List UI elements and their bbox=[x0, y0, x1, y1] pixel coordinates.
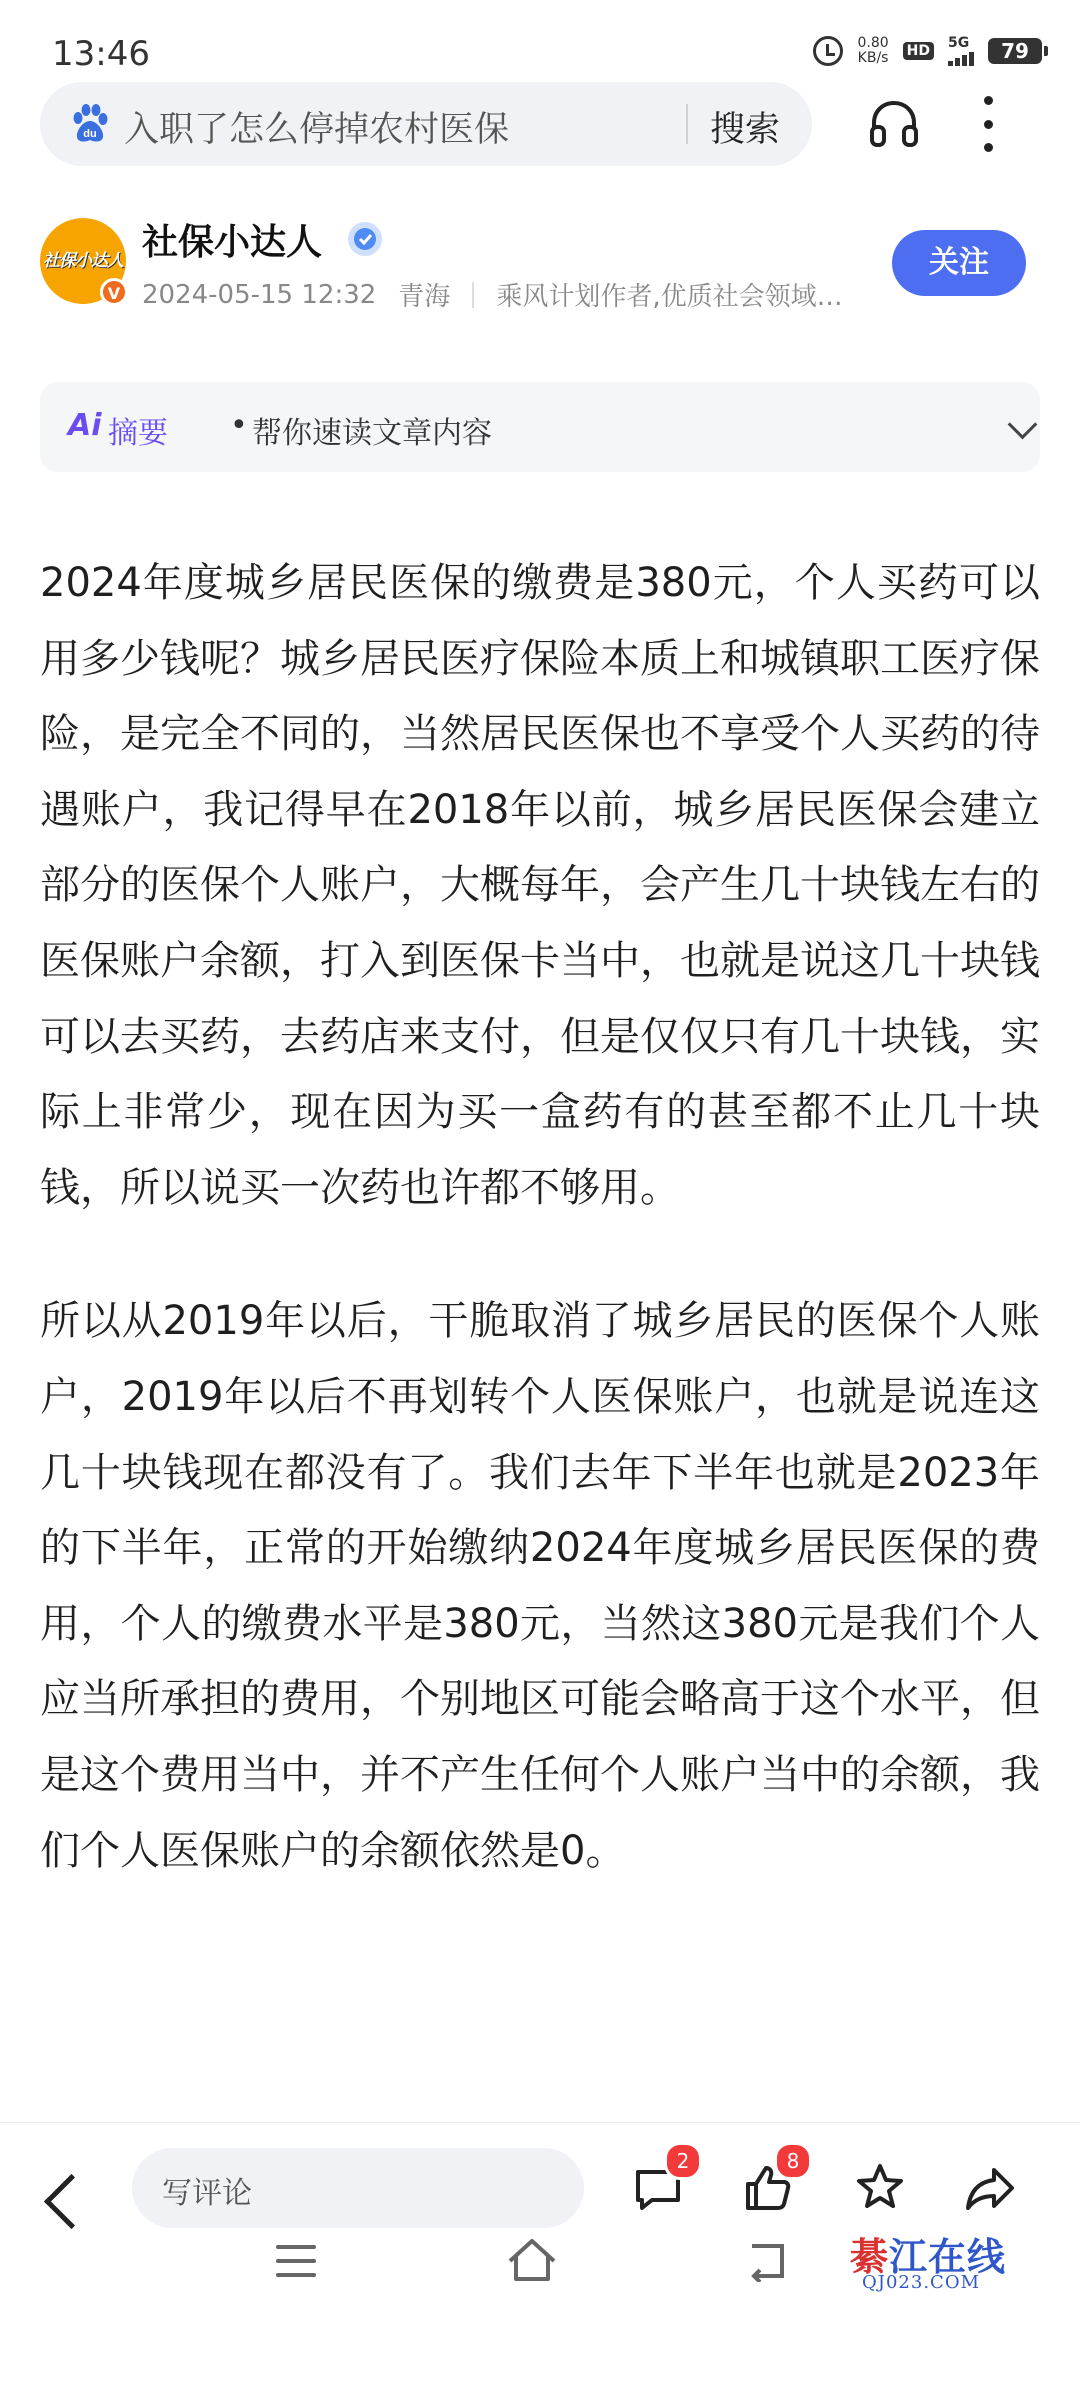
comment-placeholder: 写评论 bbox=[162, 2176, 252, 2211]
battery-icon: 79 bbox=[988, 38, 1042, 64]
hd-icon: HD bbox=[903, 42, 934, 60]
article-paragraph: 2024年度城乡居民医保的缴费是380元，个人买药可以用多少钱呢？城乡居民医疗保险本质上和城镇职工医疗保险，是完全不同的，当然居民医保也不享受个人买药的待遇账户，我记得早在2018年以前，城乡居民医保会建立部分的医保个人账户，大概每年，会产生几十块钱左右的医保账户余额，打入到医保卡当中，也就是说这几十块钱可以去买药，去药店来支付，但是仅仅只有几十块钱，实际上非常少，现在因为买一盒药有的甚至都不止几十块钱，所以说买一次药也许都不够用。 bbox=[40, 560, 1040, 1211]
meta-divider bbox=[472, 282, 474, 308]
search-input[interactable]: 入职了怎么停掉农村医保 bbox=[124, 110, 510, 150]
share-icon[interactable] bbox=[962, 2160, 1018, 2216]
network-speed bbox=[857, 36, 888, 66]
nav-back-icon[interactable] bbox=[746, 2238, 790, 2282]
author-avatar[interactable] bbox=[40, 218, 126, 304]
like-count-badge: 8 bbox=[774, 2142, 812, 2180]
publish-location: 青海 bbox=[398, 282, 451, 312]
comment-input[interactable] bbox=[132, 2148, 584, 2228]
comment-count-badge: 2 bbox=[664, 2142, 702, 2180]
verified-icon bbox=[346, 220, 384, 258]
signal-icon bbox=[948, 36, 974, 66]
publish-date: 2024-05-15 12:32 bbox=[142, 279, 377, 310]
article-body bbox=[40, 546, 1040, 1947]
nav-menu-icon[interactable] bbox=[276, 2245, 316, 2277]
author-meta bbox=[142, 276, 843, 313]
watermark-url: QJ023.COM bbox=[862, 2272, 981, 2293]
nav-home-icon[interactable] bbox=[504, 2235, 560, 2285]
bottom-divider bbox=[0, 2122, 1080, 2123]
headphone-icon[interactable] bbox=[866, 95, 922, 151]
search-divider bbox=[686, 104, 688, 144]
signal-label: 5G bbox=[948, 35, 970, 51]
summary-text: 帮你速读文章内容 bbox=[252, 416, 492, 451]
search-bar[interactable] bbox=[40, 82, 812, 166]
favorite-star-icon[interactable] bbox=[852, 2160, 908, 2216]
summary-card[interactable] bbox=[40, 382, 1040, 472]
follow-button[interactable]: 关注 bbox=[892, 230, 1026, 296]
watermark-red-char: 綦 bbox=[850, 2235, 890, 2279]
summary-label: 摘要 bbox=[108, 416, 168, 451]
author-name[interactable]: 社保小达人 bbox=[142, 222, 323, 263]
watermark bbox=[850, 2226, 1050, 2296]
author-description: 乘风计划作者,优质社会领域… bbox=[496, 282, 843, 312]
ai-icon: Ai bbox=[68, 408, 102, 443]
status-icons bbox=[813, 36, 1042, 66]
search-button[interactable]: 搜索 bbox=[710, 110, 781, 150]
baidu-paw-icon bbox=[68, 102, 112, 146]
summary-separator: • bbox=[230, 408, 248, 443]
avatar-vip-badge: V bbox=[100, 278, 128, 306]
status-bar bbox=[0, 0, 1080, 80]
article-paragraph: 所以从2019年以后，干脆取消了城乡居民的医保个人账户，2019年以后不再划转个人医保账户，也就是说连这几十块钱现在都没有了。我们去年下半年也就是2023年的下半年，正常的开始缴纳2024年度城乡居民医保的费用，个人的缴费水平是380元，当然这380元是我们个人应当所承担的费用，个别地区可能会略高于这个水平，但是这个费用当中，并不产生任何个人账户当中的余额，我们个人医保账户的余额依然是0。 bbox=[40, 1298, 1040, 1874]
network-speed-unit: KB/s bbox=[857, 50, 889, 66]
back-arrow-icon[interactable] bbox=[44, 2174, 99, 2229]
avatar-logo-text: 社保小达人 bbox=[43, 251, 123, 271]
signal-bars bbox=[948, 50, 974, 66]
more-menu-icon[interactable] bbox=[976, 96, 1000, 152]
alarm-icon bbox=[813, 36, 843, 66]
network-speed-value: 0.80 bbox=[857, 35, 889, 51]
svg-text:du: du bbox=[83, 128, 97, 140]
chevron-down-icon[interactable] bbox=[1008, 410, 1038, 440]
watermark-blue-text: 江在线 bbox=[889, 2235, 1007, 2279]
status-time: 13:46 bbox=[52, 34, 150, 74]
